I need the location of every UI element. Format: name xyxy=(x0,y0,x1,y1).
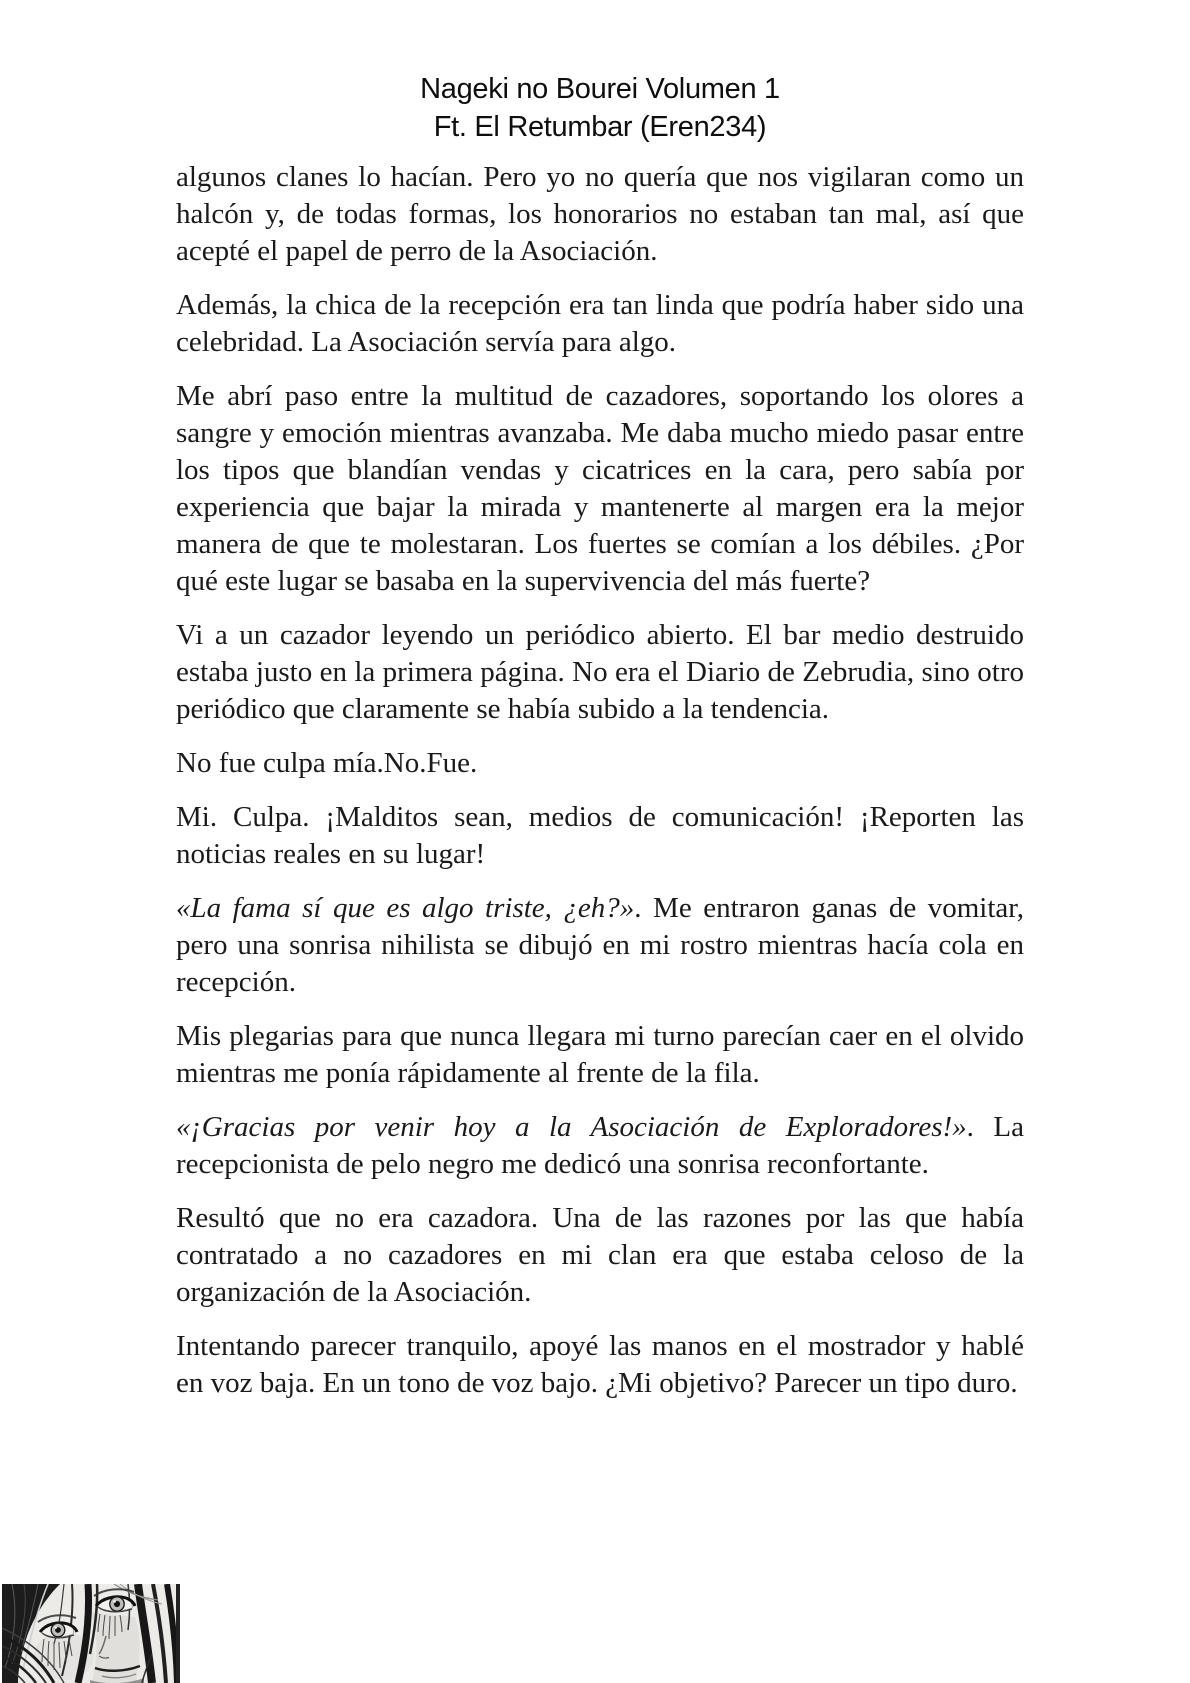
body-text: Me abrí paso entre la multitud de cazadores, soportando los olores a sangre y emoción mientras avanzaba. Me daba mucho miedo pasar entre los tipos que blandían vendas y cicatrices en la cara, pero sabía por experiencia que bajar la mirada y mantenerte al margen era la mejor manera de que te molestaran. Los fuertes se comían a los débiles. ¿Por qué este lugar se basaba en la supervivencia del más fuerte? xyxy=(176,380,1024,597)
body-text: Mi. Culpa. ¡Malditos sean, medios de comunicación! ¡Reporten las noticias reales en su lugar! xyxy=(176,801,1024,870)
body-text: Mis plegarias para que nunca llegara mi turno parecían caer en el olvido mientras me ponía rápidamente al frente de la fila. xyxy=(176,1020,1024,1089)
body-text: . La recepcionista de pelo negro me dedicó una sonrisa reconfortante. xyxy=(176,1111,1025,1180)
paragraph xyxy=(176,1109,1024,1183)
paragraph xyxy=(176,159,1024,270)
body-text: Vi a un cazador leyendo un periódico abierto. El bar medio destruido estaba justo en la primera página. No era el Diario de Zebrudia, sino otro periódico que claramente se había subido a la tendencia. xyxy=(176,619,1024,725)
paragraph xyxy=(176,287,1024,361)
body-text: algunos clanes lo hacían. Pero yo no quería que nos vigilaran como un halcón y, de todas formas, los honorarios no estaban tan mal, así que acepté el papel de perro de la Asociación. xyxy=(176,161,1024,267)
text-content xyxy=(176,70,1024,1419)
body-text: Además, la chica de la recepción era tan linda que podría haber sido una celebridad. La Asociación servía para algo. xyxy=(176,289,1024,358)
body-text: Intentando parecer tranquilo, apoyé las manos en el mostrador y hablé en voz baja. En un tono de voz bajo. ¿Mi objetivo? Parecer un tipo duro. xyxy=(176,1330,1024,1399)
document-header xyxy=(176,70,1024,146)
manga-face-image xyxy=(2,1584,180,1683)
quoted-dialogue: «La fama sí que es algo triste, ¿eh?» xyxy=(176,892,635,924)
paragraph xyxy=(176,745,1024,782)
paragraph xyxy=(176,890,1024,1001)
paragraph-list xyxy=(176,159,1024,1402)
manga-face-closeup-svg xyxy=(2,1584,180,1683)
paragraph xyxy=(176,799,1024,873)
document-subtitle: Ft. El Retumbar (Eren234) xyxy=(433,111,767,143)
quoted-dialogue: «¡Gracias por venir hoy a la Asociación de Exploradores!» xyxy=(176,1111,967,1143)
body-text: Resultó que no era cazadora. Una de las razones por las que había contratado a no cazadores en mi clan era que estaba celoso de la organización de la Asociación. xyxy=(176,1202,1024,1308)
paragraph xyxy=(176,378,1024,600)
paragraph xyxy=(176,1018,1024,1092)
paragraph xyxy=(176,617,1024,728)
body-text: No fue culpa mía.No.Fue. xyxy=(176,747,478,779)
paragraph xyxy=(176,1328,1024,1402)
body-text: . Me entraron ganas de vomitar, pero una sonrisa nihilista se dibujó en mi rostro mientras hacía cola en recepción. xyxy=(176,892,1025,998)
paragraph xyxy=(176,1200,1024,1311)
document-title: Nageki no Bourei Volumen 1 xyxy=(420,73,780,105)
